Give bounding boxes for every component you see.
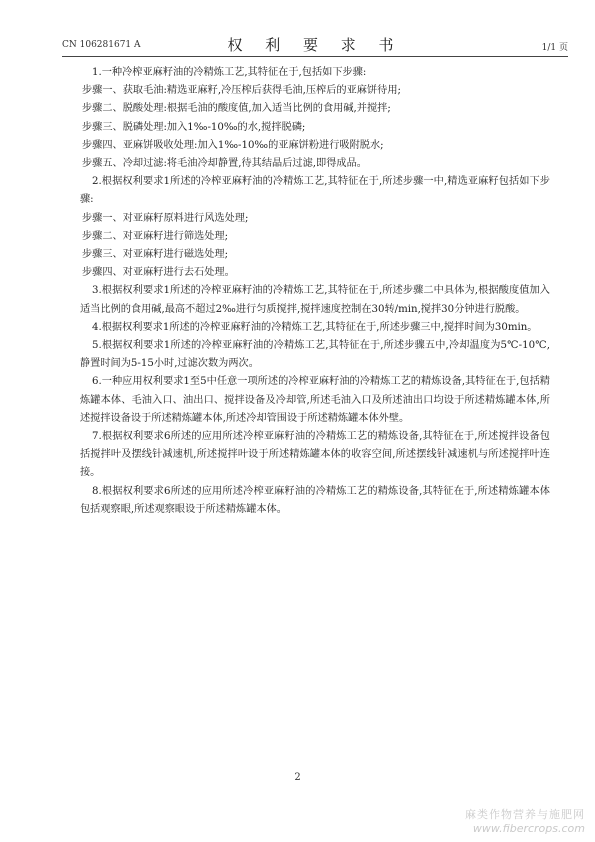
page-indicator: 1/1 页 (541, 43, 568, 53)
claim-1-step-3: 步骤三、脱磷处理:加入1‰-10‰的水,搅拌脱磷; (82, 121, 306, 133)
claim-3-text: 3.根据权利要求1所述的冷榨亚麻籽油的冷精炼工艺,其特征在于,所述步骤二中具体为,根据酸度值加入适当比例的食用碱,最高不超过2‰进行匀质搅拌,搅拌速度控制在30转/min,搅拌30分钟进行脱酸。 (80, 285, 550, 315)
watermark-text-url: www.fibercrops.com (472, 822, 585, 835)
claim-2-step-4: 步骤四、对亚麻籽进行去石处理。 (82, 267, 235, 279)
claim-4-text: 4.根据权利要求1所述的冷榨亚麻籽油的冷精炼工艺,其特征在于,所述步骤三中,搅拌时间为30min。 (92, 321, 538, 333)
claim-2-step-2: 步骤二、对亚麻籽进行筛选处理; (82, 230, 229, 242)
claim-6-text: 6.一种应用权利要求1至5中任意一项所述的冷榨亚麻籽油的冷精炼工艺的精炼设备,其特征在于,包括精炼罐本体、毛油入口、油出口、搅拌设备及冷却管,所述毛油入口及所述油出口均设于所述精炼罐本体,所述搅拌设备设于所述精炼罐本体,所述冷却管围设于所述精炼罐本体外壁。 (80, 376, 550, 424)
claim-1-text: 1.一种冷榨亚麻籽油的冷精炼工艺,其特征在于,包括如下步骤: (92, 67, 367, 78)
patent-number: CN 106281671 A (62, 40, 141, 50)
claim-7-text: 7.根据权利要求6所述的应用所述冷榨亚麻籽油的冷精炼工艺的精炼设备,其特征在于,所述搅拌设备包括搅拌叶及摆线针减速机,所述搅拌叶设于所述精炼罐本体的收容空间,所述摆线针减速机与所述搅拌叶连接。 (80, 431, 550, 479)
claim-2-text: 2.根据权利要求1所述的冷榨亚麻籽油的冷精炼工艺,其特征在于,所述步骤一中,精选亚麻籽包括如下步骤: (80, 176, 550, 206)
claims-body (80, 64, 550, 519)
page-title: 权 利 要 求 书 (227, 36, 403, 54)
watermark-text-cn: 麻类作物营养与施肥网 (465, 808, 585, 821)
claim-8-text: 8.根据权利要求6所述的应用所述冷榨亚麻籽油的冷精炼工艺的精炼设备,其特征在于,所述精炼罐本体包括观察眼,所述观察眼设于所述精炼罐本体。 (80, 485, 550, 515)
page-number: 2 (294, 772, 301, 783)
claim-1-step-1: 步骤一、获取毛油:精选亚麻籽,冷压榨后获得毛油,压榨后的亚麻饼待用; (82, 85, 401, 97)
claim-1-step-5: 步骤五、冷却过滤:将毛油冷却静置,待其结晶后过滤,即得成品。 (82, 158, 367, 170)
claim-1-step-4: 步骤四、亚麻饼吸收处理:加入1‰-10‰的亚麻饼粉进行吸附脱水; (82, 139, 384, 151)
claim-2-step-1: 步骤一、对亚麻籽原料进行风选处理; (82, 212, 249, 224)
document-header (62, 34, 568, 57)
claim-2-step-3: 步骤三、对亚麻籽进行磁选处理; (82, 249, 229, 261)
claim-5-text: 5.根据权利要求1所述的冷榨亚麻籽油的冷精炼工艺,其特征在于,所述步骤五中,冷却温度为5℃-10℃,静置时间为5-15小时,过滤次数为两次。 (80, 340, 550, 370)
watermark (465, 808, 585, 836)
claim-1-step-2: 步骤二、脱酸处理:根据毛油的酸度值,加入适当比例的食用碱,并搅拌; (82, 103, 391, 115)
